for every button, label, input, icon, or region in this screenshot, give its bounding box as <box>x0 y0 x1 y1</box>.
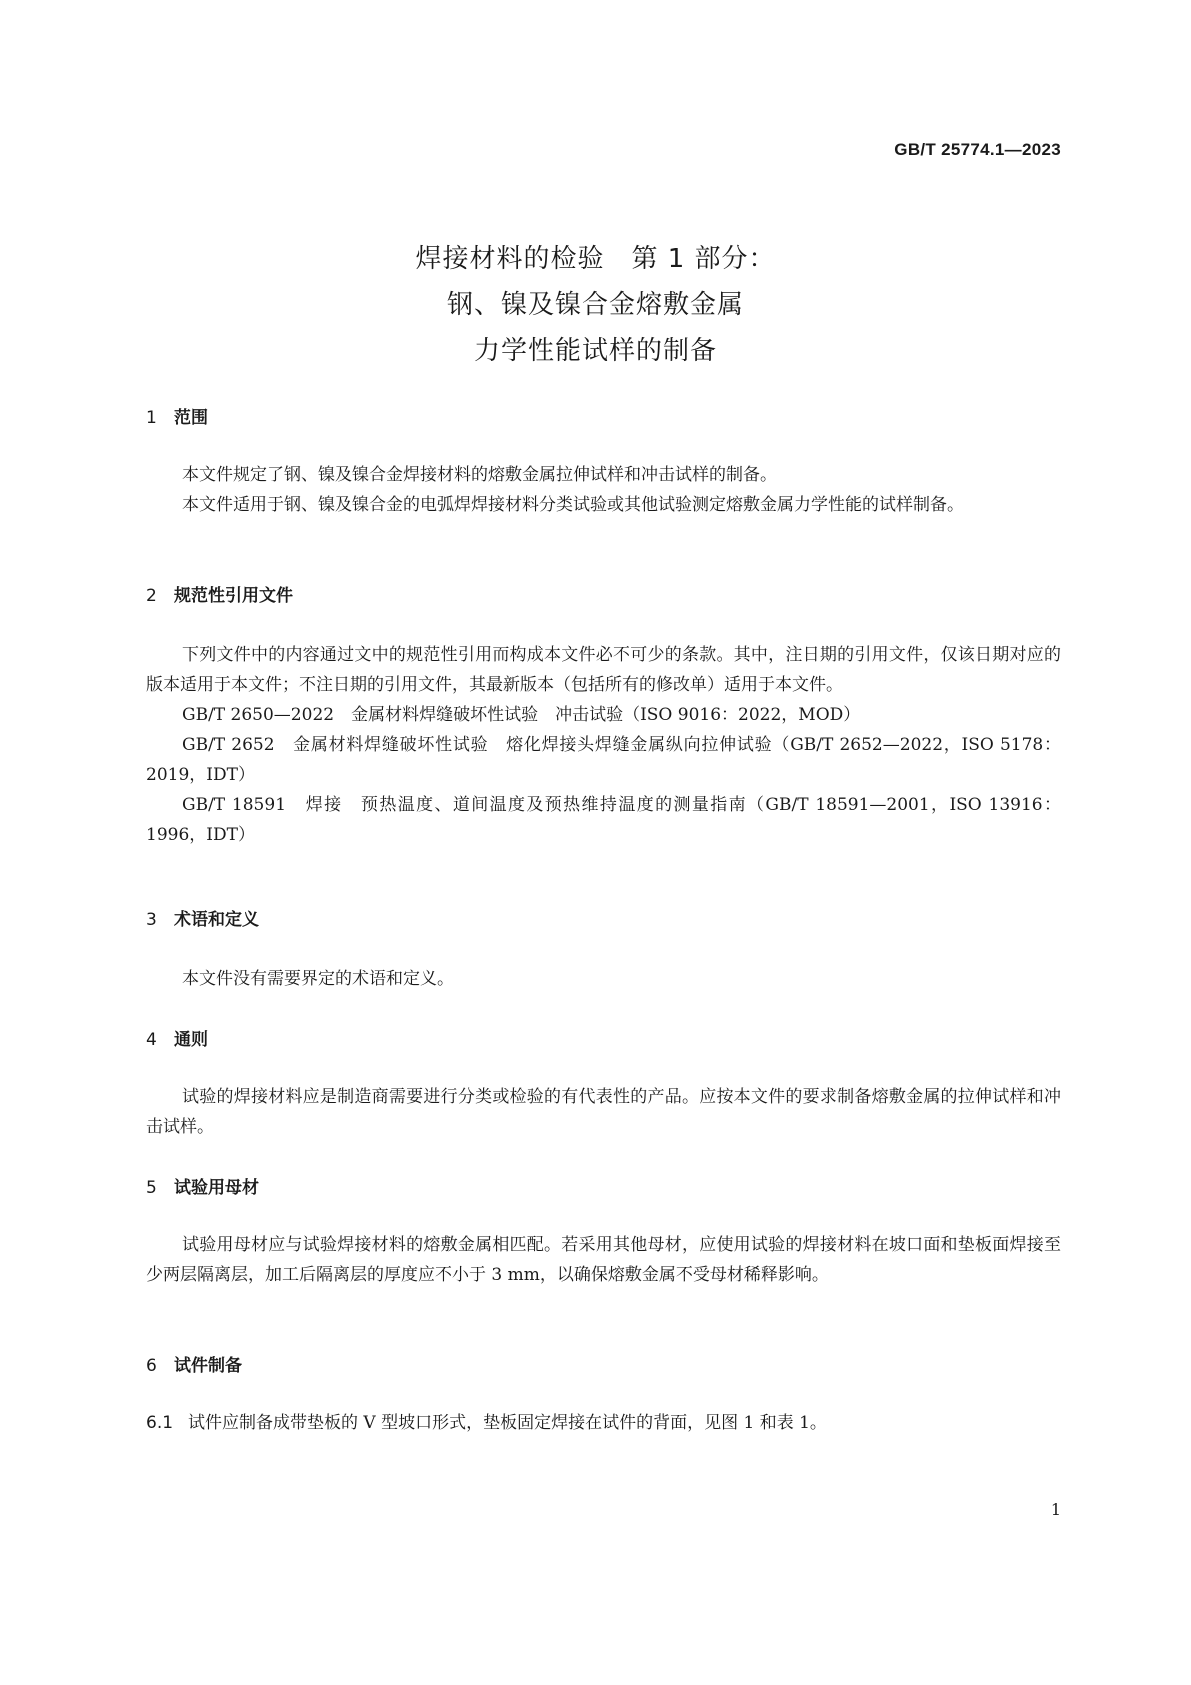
section-4 <box>146 1028 1061 1052</box>
section-number: 3 <box>146 910 157 930</box>
section-4-body <box>146 1082 1061 1142</box>
section-5 <box>146 1176 1061 1200</box>
section-1 <box>146 406 1061 430</box>
section-number: 4 <box>146 1030 157 1050</box>
section-3-body <box>146 964 1061 994</box>
section-title: 通则 <box>174 1030 208 1050</box>
section-title: 试件制备 <box>174 1356 242 1376</box>
page-number: 1 <box>1050 1500 1061 1519</box>
paragraph: 本文件规定了钢、镍及镍合金焊接材料的熔敷金属拉伸试样和冲击试样的制备。 <box>182 465 777 485</box>
section-heading <box>146 1354 1061 1378</box>
section-title: 范围 <box>174 408 208 428</box>
standard-code: GB/T 25774.1—2023 <box>894 140 1061 159</box>
paragraph: 试验的焊接材料应是制造商需要进行分类或检验的有代表性的产品。应按本文件的要求制备熔敷金属的拉伸试样和冲击试样。 <box>146 1087 1061 1137</box>
section-3 <box>146 908 1061 932</box>
reference-item: GB/T 2652 金属材料焊缝破坏性试验 熔化焊接头焊缝金属纵向拉伸试验（GB/T 2652—2022，ISO 5178：2019，IDT） <box>146 735 1061 785</box>
clause-text: 试件应制备成带垫板的 V 型坡口形式，垫板固定焊接在试件的背面，见图 1 和表 1。 <box>188 1413 827 1433</box>
reference-item: GB/T 2650—2022 金属材料焊缝破坏性试验 冲击试验（ISO 9016：2022，MOD） <box>182 705 861 725</box>
section-6 <box>146 1354 1061 1378</box>
title-line-2: 钢、镍及镍合金熔敷金属 <box>446 290 744 320</box>
document-title <box>0 236 1191 374</box>
section-5-body <box>146 1230 1061 1290</box>
title-line-1: 焊接材料的检验 第 1 部分： <box>415 244 776 274</box>
clause-number: 6.1 <box>146 1413 174 1433</box>
paragraph: 下列文件中的内容通过文中的规范性引用而构成本文件必不可少的条款。其中，注日期的引用文件，仅该日期对应的版本适用于本文件；不注日期的引用文件，其最新版本（包括所有的修改单）适用于本文件。 <box>146 645 1061 695</box>
paragraph: 本文件适用于钢、镍及镍合金的电弧焊焊接材料分类试验或其他试验测定熔敷金属力学性能的试样制备。 <box>182 495 964 515</box>
reference-item: GB/T 18591 焊接 预热温度、道间温度及预热维持温度的测量指南（GB/T 18591—2001，ISO 13916：1996，IDT） <box>146 795 1061 845</box>
section-number: 1 <box>146 408 157 428</box>
section-number: 2 <box>146 586 157 606</box>
section-number: 5 <box>146 1178 157 1198</box>
section-heading <box>146 1028 1061 1052</box>
section-heading <box>146 908 1061 932</box>
section-heading <box>146 1176 1061 1200</box>
section-1-body <box>146 460 1061 520</box>
paragraph: 试验用母材应与试验焊接材料的熔敷金属相匹配。若采用其他母材，应使用试验的焊接材料在坡口面和垫板面焊接至少两层隔离层，加工后隔离层的厚度应不小于 3 mm，以确保熔敷金属不受母材稀释影响。 <box>146 1235 1061 1285</box>
section-number: 6 <box>146 1356 157 1376</box>
section-heading <box>146 406 1061 430</box>
clause <box>146 1408 1061 1438</box>
section-title: 试验用母材 <box>174 1178 259 1198</box>
section-title: 规范性引用文件 <box>174 586 293 606</box>
paragraph: 本文件没有需要界定的术语和定义。 <box>182 969 454 989</box>
section-2-body <box>146 640 1061 850</box>
section-heading <box>146 584 1061 608</box>
section-2 <box>146 584 1061 608</box>
section-title: 术语和定义 <box>174 910 259 930</box>
section-6-body <box>146 1408 1061 1438</box>
title-line-3: 力学性能试样的制备 <box>473 336 717 366</box>
